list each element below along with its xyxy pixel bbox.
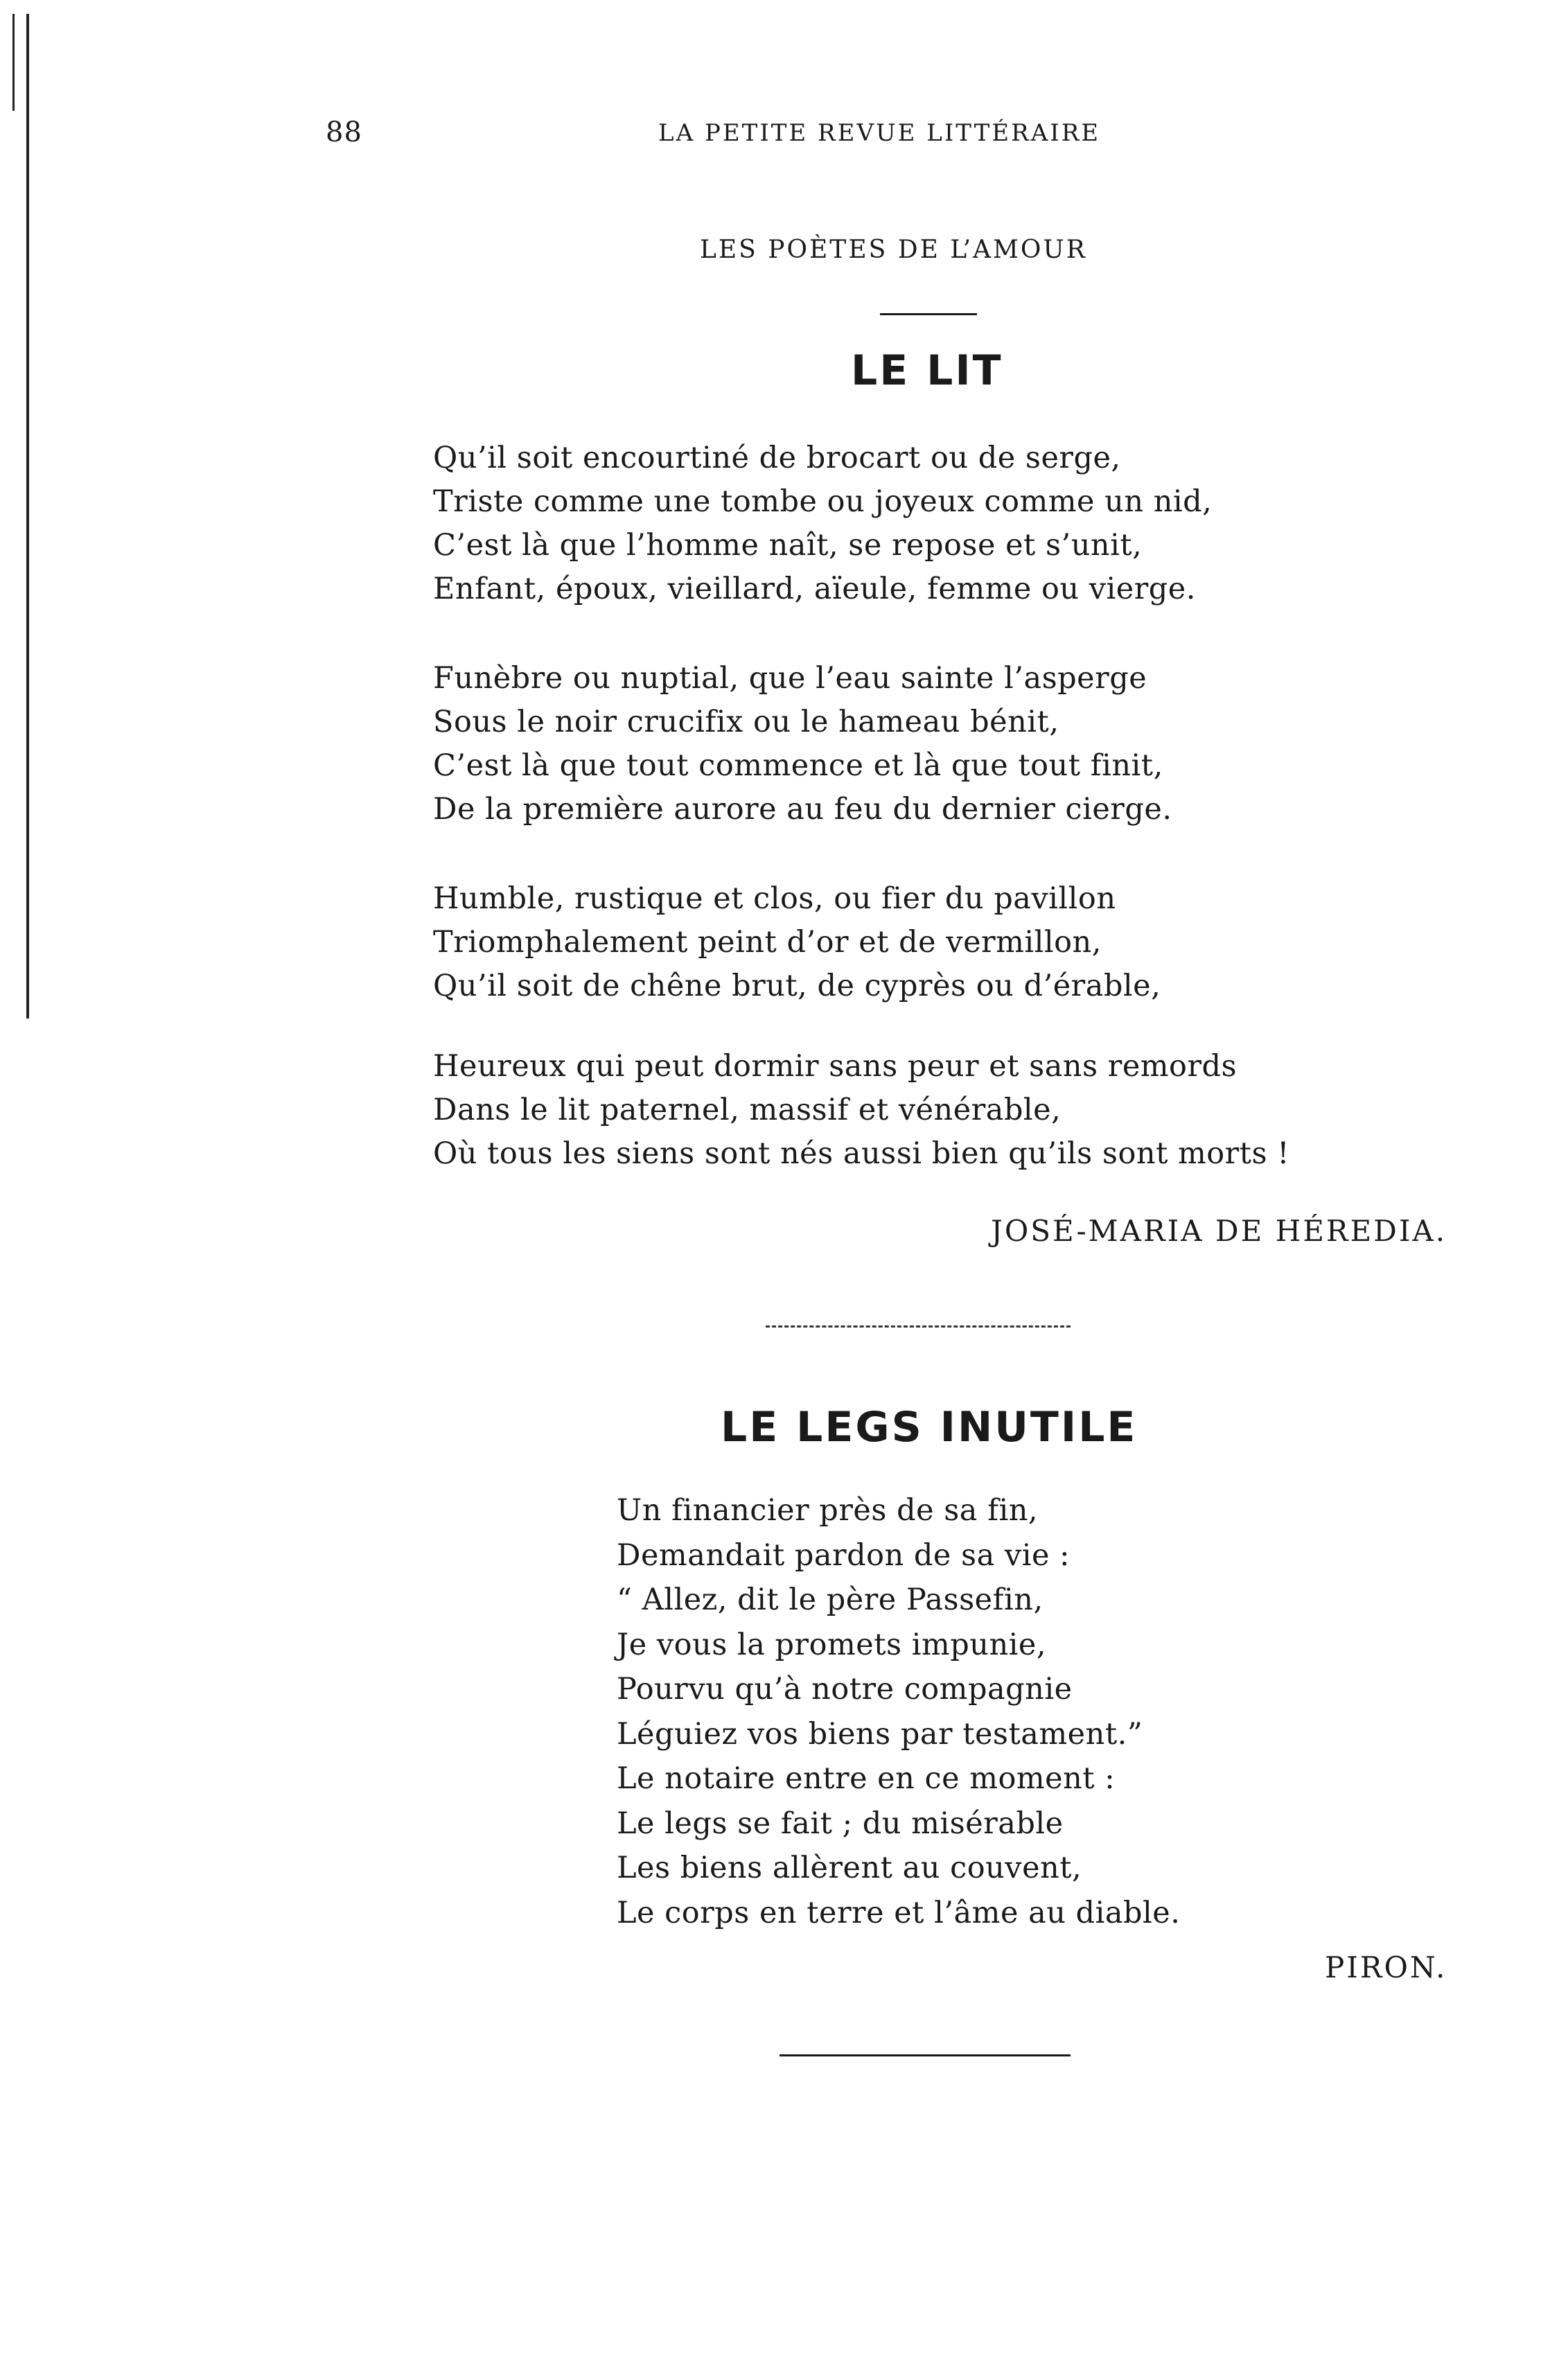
author-heredia: JOSÉ-MARIA DE HÉREDIA.	[991, 1214, 1447, 1248]
verse-line: Le notaire entre en ce moment :	[617, 1761, 1116, 1796]
poem-le-legs-inutile	[617, 1488, 1180, 1935]
author-piron: PIRON.	[1325, 1950, 1447, 1984]
verse-line: C’est là que tout commence et là que tout finit,	[433, 748, 1163, 783]
running-title: LA PETITE REVUE LITTÉRAIRE	[658, 119, 1101, 147]
stanza-1	[433, 437, 1212, 611]
verse-line: Un financier près de sa fin,	[617, 1493, 1039, 1528]
verse-line: Je vous la promets impunie,	[617, 1627, 1047, 1662]
verse-line: Le corps en terre et l’âme au diable.	[617, 1895, 1181, 1930]
verse-line: Humble, rustique et clos, ou fier du pavillon	[433, 881, 1116, 916]
page-number: 88	[326, 116, 362, 148]
section-title: LES POÈTES DE L’AMOUR	[700, 236, 1087, 264]
verse-line: Heureux qui peut dormir sans peur et sans remords	[433, 1049, 1238, 1084]
verse-line: Léguiez vos biens par testament.”	[617, 1716, 1143, 1752]
verse-line: Triste comme une tombe ou joyeux comme un nid,	[433, 484, 1213, 519]
stanza-3	[433, 877, 1161, 1008]
verse-line: Qu’il soit encourtiné de brocart ou de serge,	[433, 441, 1121, 475]
verse-line: Le legs se fait ; du misérable	[617, 1806, 1064, 1841]
verse-line: Funèbre ou nuptial, que l’eau sainte l’asperge	[433, 661, 1147, 696]
stanza-4	[433, 1045, 1289, 1176]
section-separator	[766, 1325, 1071, 1328]
binding-edge-line-2	[12, 14, 15, 111]
verse-line: Sous le noir crucifix ou le hameau bénit,	[433, 705, 1059, 739]
verse-line: Pourvu qu’à notre compagnie	[617, 1672, 1073, 1707]
verse-line: De la première aurore au feu du dernier cierge.	[433, 792, 1172, 827]
end-rule	[780, 2054, 1071, 2056]
verse-line: Triomphalement peint d’or et de vermillon,	[433, 925, 1102, 960]
verse-line: Dans le lit paternel, massif et vénérable,	[433, 1093, 1062, 1127]
verse-line: Où tous les siens sont nés aussi bien qu’ils sont morts !	[433, 1136, 1290, 1171]
stanza-2	[433, 657, 1172, 831]
verse-line: Enfant, époux, vieillard, aïeule, femme ou vierge.	[433, 572, 1196, 606]
poem-title-le-legs-inutile: LE LEGS INUTILE	[721, 1403, 1138, 1452]
verse-line: Demandait pardon de sa vie :	[617, 1537, 1071, 1573]
verse-line: Qu’il soit de chêne brut, de cyprès ou d’érable,	[433, 969, 1161, 1003]
verse-line: Les biens allèrent au couvent,	[617, 1851, 1082, 1885]
title-rule	[880, 313, 977, 315]
binding-edge-line	[26, 14, 29, 1019]
verse-line: C’est là que l’homme naît, se repose et s’unit,	[433, 528, 1143, 563]
verse-line: “ Allez, dit le père Passefin,	[617, 1583, 1044, 1617]
poem-title-le-lit: LE LIT	[851, 346, 1003, 395]
